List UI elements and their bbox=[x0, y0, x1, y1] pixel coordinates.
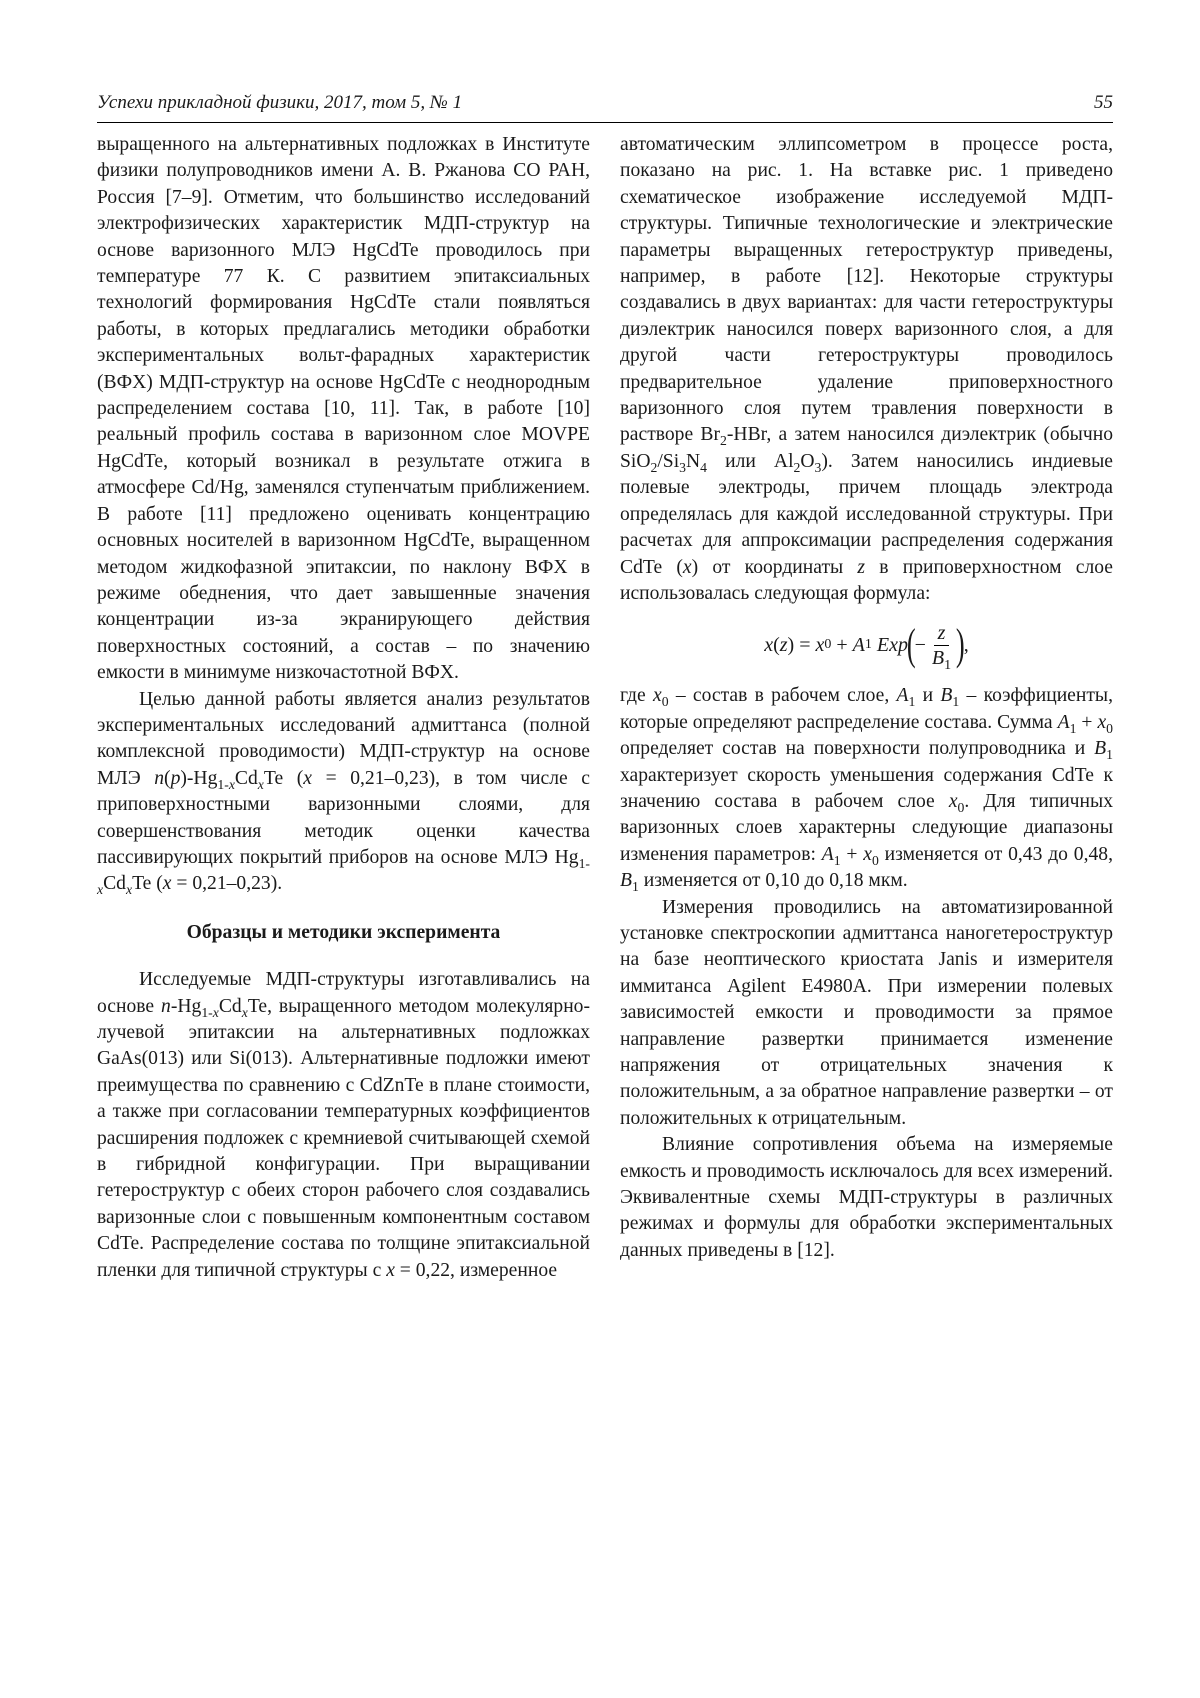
paragraph-right-2: где $x_0$ – состав в рабочем слое, $A_1$ и $B_1$ – коэффициенты, которые определяют распределение состава. Сумма $A_1 + x_0$ определяет состав на поверхности полупроводника и $B_1$ характеризует скорость уменьшения содержания CdTe к значению состава в рабочем слое $x_0$. Для типичных варизонных слоев характерны следующие диапазоны изменения параметров: $A_1 + x_0$ изменяется от 0,43 до 0,48, $B_1$ изменяется от 0,10 до 0,18 мкм. bbox=[620, 685, 1113, 895]
paragraph-right-4: Влияние сопротивления объема на измеряемые емкость и проводимость исключалось для всех измерений. Эквивалентные схемы МДП-структуры в различных режимах и формулы для обработки экспериментальных данных приведены в [12]. bbox=[620, 1134, 1113, 1261]
paragraph-right-3: Измерения проводились на автоматизированной установке спектроскопии адмиттанса наногетероструктур на базе неоптического криостата Janis и измерителя иммитанса Agilent E4980A. При измерении полевых зависимостей емкости и проводимости за прямое направление развертки принимается изменение напряжения от отрицательных значения к положительным, а за обратное направление развертки – от положительных к отрицательным. bbox=[620, 896, 1113, 1129]
paragraph-left-3: Исследуемые МДП-структуры изготавливались на основе $n-Hg_{1-x}Cd_xTe$, выращенного методом молекулярно-лучевой эпитаксии на альтернативных подложках GaAs(013) или Si(013). Альтернативные подложки имеют преимущества по сравнению с CdZnTe в плане стоимости, а также при согласовании температурных коэффициентов расширения подложек с кремниевой считывающей схемой в гибридной конфигурации. При выращивании гетероструктур с обеих сторон рабочего слоя создавались варизонные слои с повышенным компонентным составом CdTe. Распределение состава по толщине эпитаксиальной пленки для типичной структуры с x = 0,22, измеренное bbox=[97, 969, 591, 1281]
journal-title: Успехи прикладной физики, 2017, том 5, № 1 bbox=[97, 92, 463, 113]
header-rule bbox=[97, 122, 1113, 123]
formula-fraction: $\frac{z}{B_1}$ bbox=[931, 621, 952, 673]
page-number: 55 bbox=[1094, 92, 1113, 113]
composition-formula: x ( z ) = x 0 + A 1 Exp ( − $\frac{z}{B_1}$ ) , bbox=[764, 620, 969, 673]
left-column bbox=[97, 132, 590, 1284]
right-column bbox=[620, 132, 1113, 1264]
running-header bbox=[97, 92, 1113, 122]
paragraph-left-2: Целью данной работы является анализ результатов экспериментальных исследований адмиттанса (полной комплексной проводимости) МДП-структур на основе МЛЭ $n(p)-Hg_{1-x}Cd_xTe$ (x = 0,21–0,23), в том числе с приповерхностными варизонными слоями, для совершенствования методик оценки качества пассивирующих покрытий приборов на основе МЛЭ $Hg_{1-x}Cd_xTe$ (x = 0,21–0,23). bbox=[97, 688, 590, 898]
section-heading: Образцы и методики эксперимента bbox=[186, 921, 501, 943]
paragraph-right-1: автоматическим эллипсометром в процессе роста, показано на рис. 1. На вставке рис. 1 приведено схематическое изображение исследуемой МДП-структуры. Типичные технологические и электрические параметры выращенных гетероструктур приведены, например, в работе [12]. Некоторые структуры создавались в двух вариантах: для части гетероструктуры диэлектрик наносился поверх варизонного слоя, а для другой части гетероструктуры проводилось предварительное удаление приповерхностного варизонного слоя путем травления поверхности в растворе $Br_2$-HBr, а затем наносился диэлектрик (обычно $SiO_2/Si_3N_4$ или $Al_2O_3$). Затем наносились индиевые полевые электроды, причем площадь электрода определялась для каждой исследованной структуры. При расчетах для аппроксимации распределения содержания CdTe (x) от координаты z в приповерхностном слое использовалась следующая формула: bbox=[620, 134, 1113, 604]
paragraph-left-1: выращенного на альтернативных подложках в Институте физики полупроводников имени А. В. Ржанова СО РАН, Россия [7–9]. Отметим, что большинство исследований электрофизических характеристик МДП-структур на основе варизонного МЛЭ HgCdTe проводилось при температуре 77 К. С развитием эпитаксиальных технологий формирования HgCdTe стали появляться работы, в которых предлагались методики обработки экспериментальных вольт-фарадных характеристик (ВФХ) МДП-структур на основе HgCdTe с неоднородным распределением состава [10, 11]. Так, в работе [10] реальный профиль состава в варизонном слое MOVPE HgCdTe, который возникал в результате отжига в атмосфере Cd/Hg, заменялся ступенчатым приближением. В работе [11] предложено оценивать концентрацию основных носителей в варизонном HgCdTe, выращенном методом жидкофазной эпитаксии, по наклону ВФХ в режиме обеднения, что дает завышенные значения концентрации из-за экранирующего действия поверхностных состояний, а состав – по значению емкости в минимуме низкочастотной ВФХ. bbox=[97, 134, 590, 684]
